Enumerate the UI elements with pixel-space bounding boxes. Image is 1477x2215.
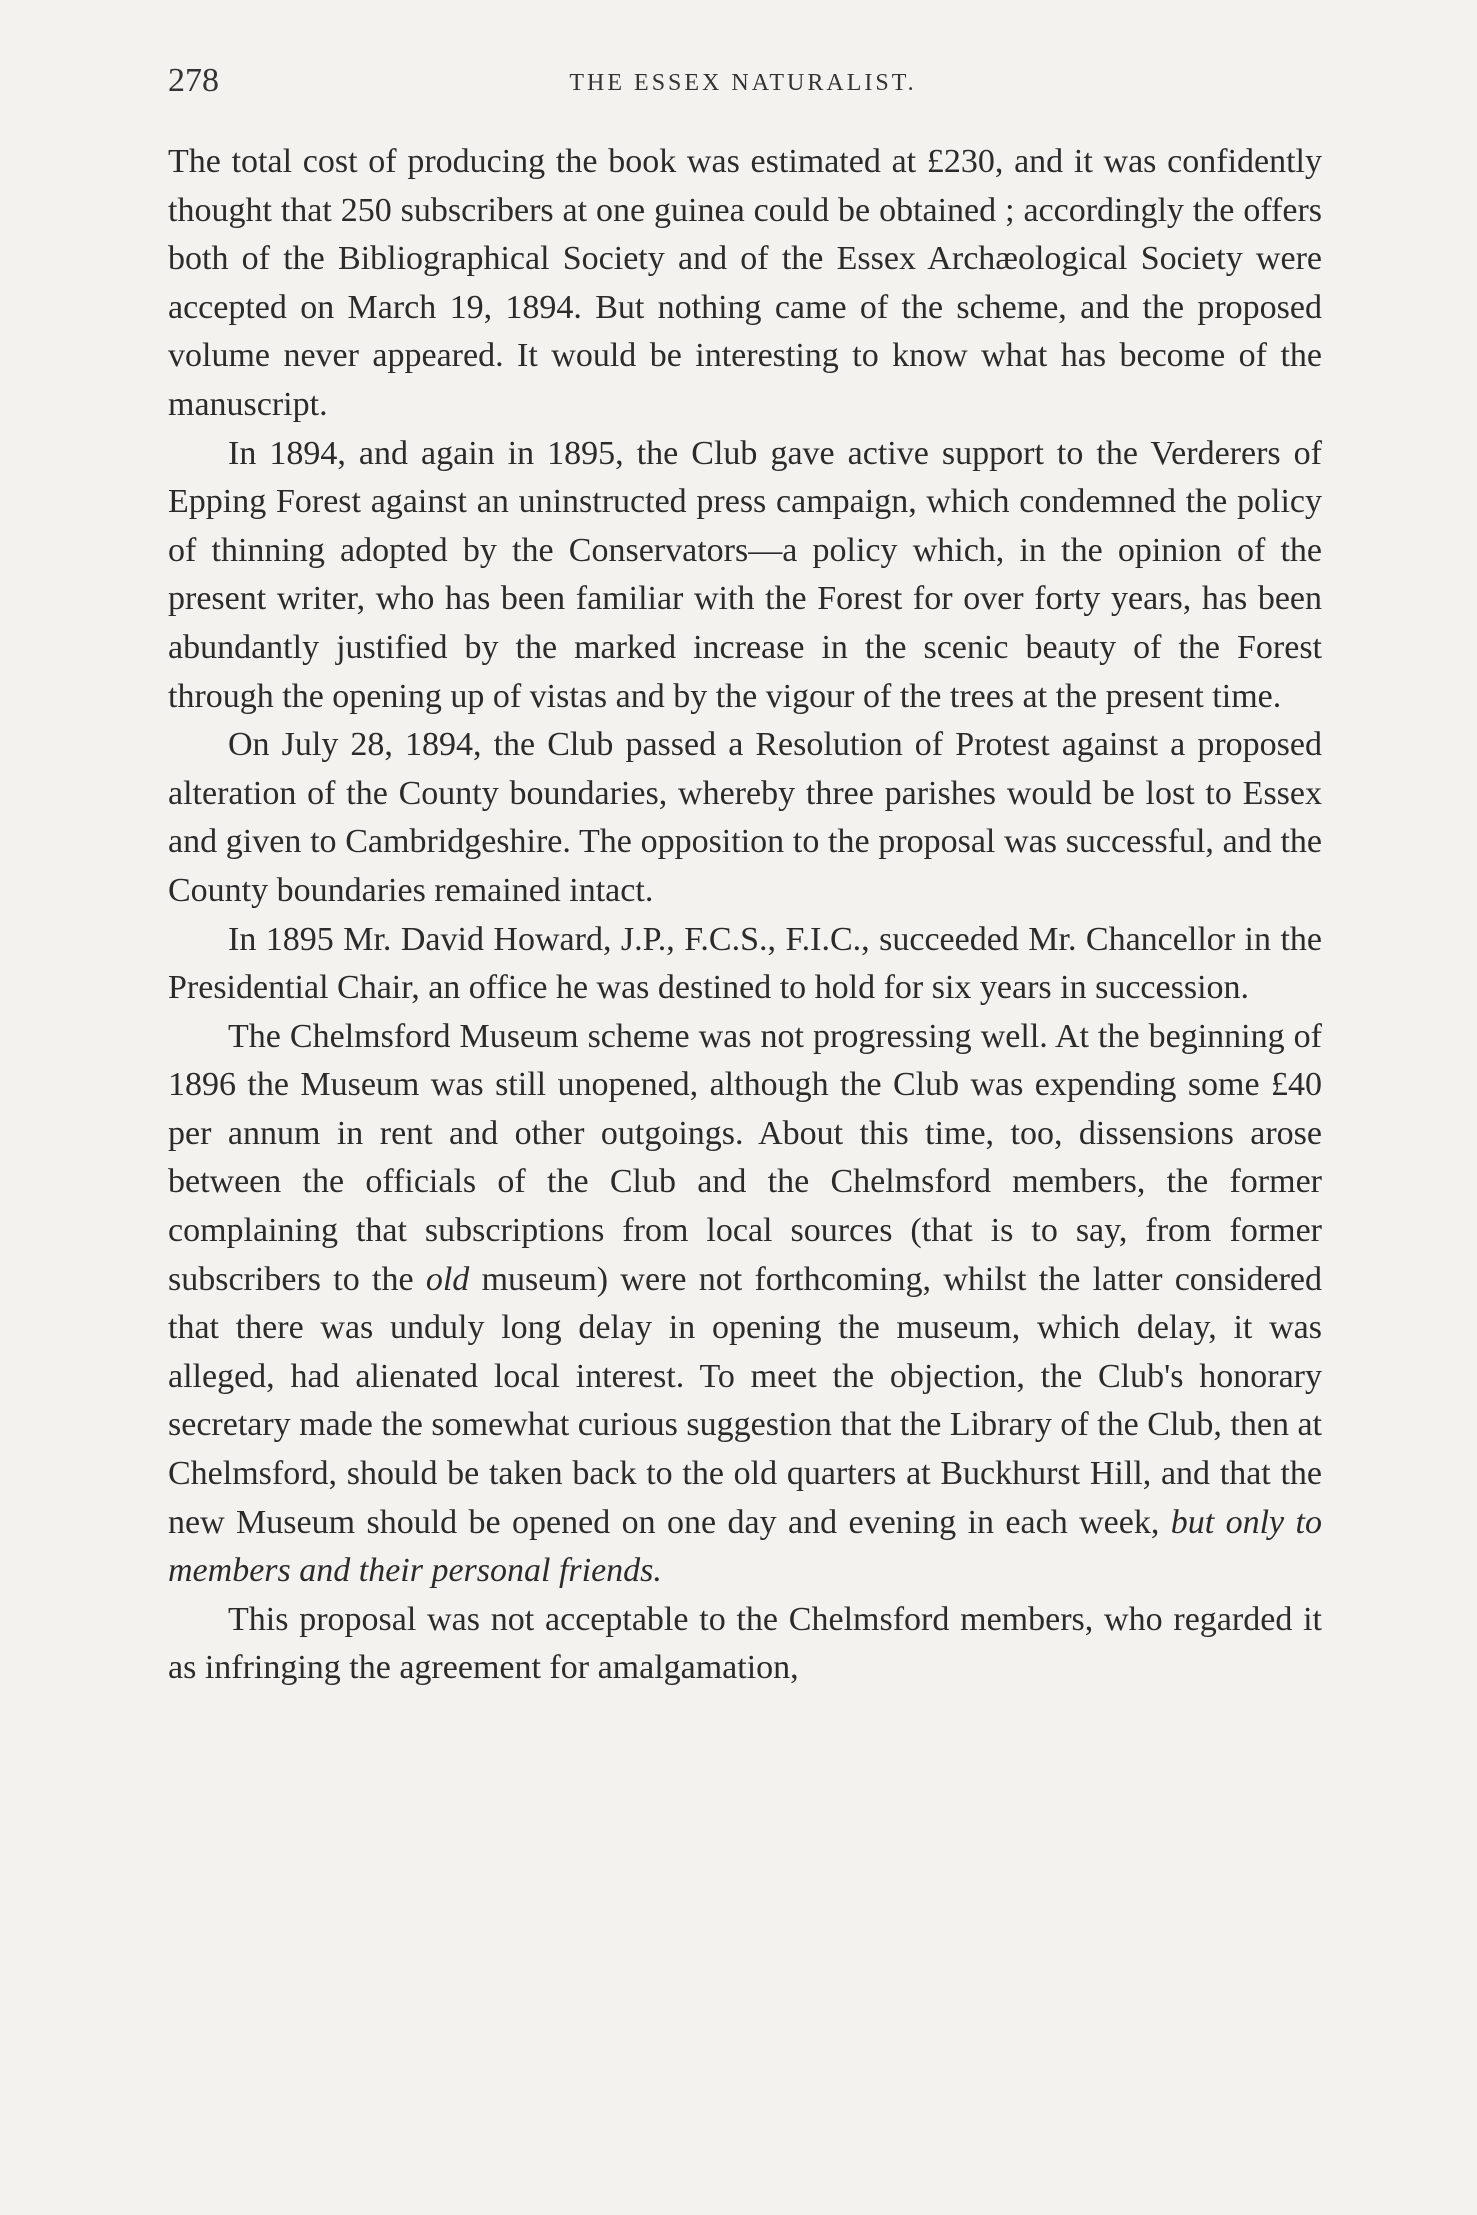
page-number: 278 xyxy=(168,62,219,99)
paragraph-epping-forest: In 1894, and again in 1895, the Club gave active support to the Verderers of Epping Forest against an uninstructed press campaign, which condemned the policy of thinning adopted by the Conservators—a policy which, in the opinion of the present writer, who has been familiar with the Forest for over forty years, has been abundantly justified by the marked increase in the scenic beauty of the Forest through the opening up of vistas and by the vigour of the trees at the present time. xyxy=(168,434,1322,715)
museum-italic-members: but only to members and their personal friends. xyxy=(168,1503,1322,1590)
running-title: THE ESSEX NATURALIST. xyxy=(569,70,917,96)
paragraph-county-boundaries: On July 28, 1894, the Club passed a Resolution of Protest against a proposed alteration of the County boundaries, whereby three parishes would be lost to Essex and given to Cambridgeshire. The opposition to the proposal was successful, and the County boundaries remained intact. xyxy=(168,726,1322,909)
paragraph-proposal-rejected: This proposal was not acceptable to the Chelmsford members, who regarded it as infringing the agreement for amalgamation, xyxy=(168,1600,1322,1687)
museum-text-part-2: museum) were not forthcoming, whilst the latter considered that there was unduly long delay in opening the museum, which delay, it was alleged, had alienated local interest. To meet the objection, the Club's honorary secretary made the somewhat curious suggestion that the Library of the Club, then at Chelmsford, should be taken back to the old quarters at Buckhurst Hill, and that the new Museum should be opened on one day and evening in each week, xyxy=(168,1260,1322,1541)
paragraph-museum-scheme xyxy=(168,1013,1322,1596)
paragraph-book-cost: The total cost of producing the book was estimated at £230, and it was confidently thought that 250 subscribers at one guinea could be obtained ; accordingly the offers both of the Bibliographical Society and of the Essex Archæological Society were accepted on March 19, 1894. But nothing came of the scheme, and the proposed volume never appeared. It would be interesting to know what has become of the manuscript. xyxy=(168,143,1322,423)
paragraph-president: In 1895 Mr. David Howard, J.P., F.C.S., F.I.C., succeeded Mr. Chancellor in the Presidential Chair, an office he was destined to hold for six years in succession. xyxy=(168,920,1322,1007)
page-header xyxy=(168,62,1318,112)
museum-italic-old: old xyxy=(425,1260,470,1298)
body-text xyxy=(168,138,1322,1693)
museum-text-part-1: The Chelmsford Museum scheme was not progressing well. At the beginning of 1896 the Museum was still unopened, although the Club was expending some £40 per annum in rent and other outgoings. About this time, too, dissensions arose between the officials of the Club and the Chelmsford members, the former complaining that subscriptions from local sources (that is to say, from former subscribers to the xyxy=(168,1017,1322,1298)
